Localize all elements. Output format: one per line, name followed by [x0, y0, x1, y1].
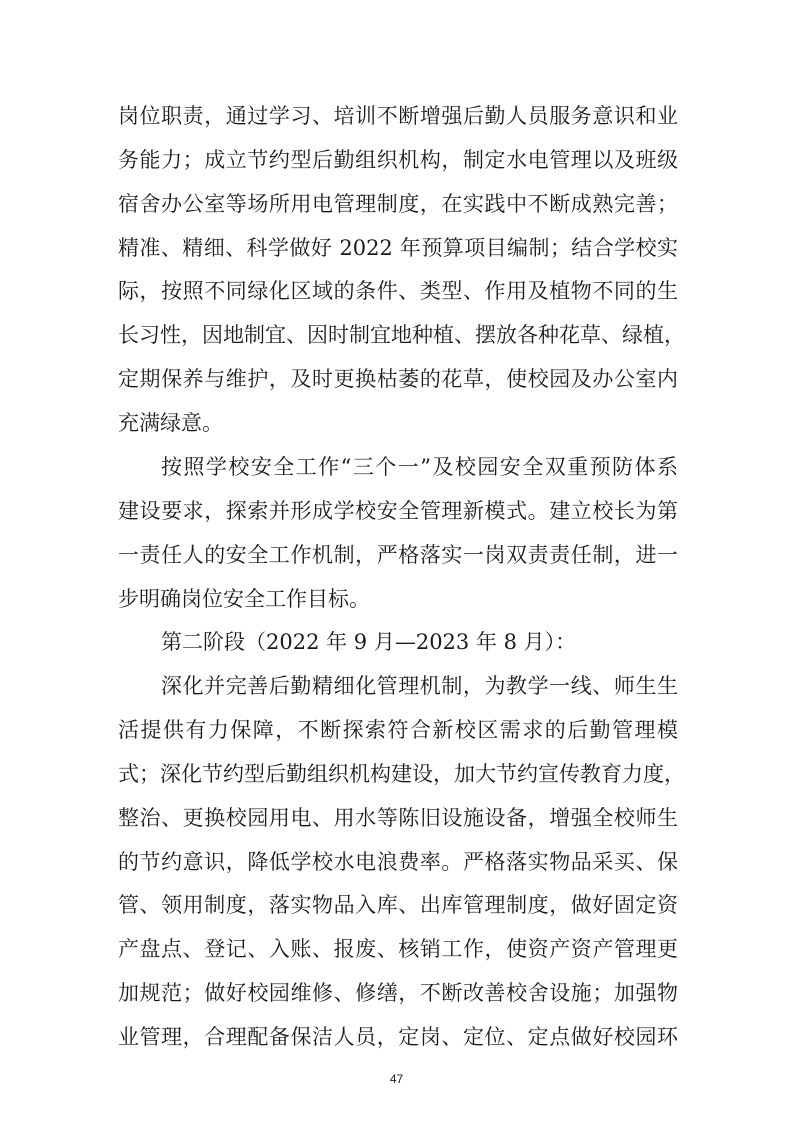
text-line: 一责任人的安全工作机制，严格落实一岗双责责任制，进一 [118, 543, 678, 567]
text-line: 建设要求，探索并形成学校安全管理新模式。建立校长为第 [118, 499, 678, 523]
text-line: 岗位职责，通过学习、培训不断增强后勤人员服务意识和业 [118, 104, 678, 128]
text-line: 整治、更换校园用电、用水等陈旧设施设备，增强全校师生 [118, 806, 678, 830]
paragraph-first-line: 深化并完善后勤精细化管理机制，为教学一线、师生生 [161, 674, 678, 698]
text-line: 活提供有力保障，不断探索符合新校区需求的后勤管理模 [118, 718, 678, 742]
text-line: 务能力；成立节约型后勤组织机构，制定水电管理以及班级 [118, 148, 678, 172]
text-line: 的节约意识，降低学校水电浪费率。严格落实物品采买、保 [118, 850, 678, 874]
text-line: 式；深化节约型后勤组织机构建设，加大节约宣传教育力度， [118, 762, 685, 786]
text-line: 业管理，合理配备保洁人员，定岗、定位、定点做好校园环 [118, 1025, 678, 1049]
text-line: 精准、精细、科学做好 2022 年预算项目编制；结合学校实 [118, 236, 678, 260]
text-line: 长习性，因地制宜、因时制宜地种植、摆放各种花草、绿植， [118, 323, 685, 347]
text-line: 产盘点、登记、入账、报废、核销工作，使资产资产管理更 [118, 937, 678, 961]
paragraph-first-line: 按照学校安全工作“三个一”及校园安全双重预防体系 [161, 455, 678, 479]
section-heading: 第二阶段（2022 年 9 月—2023 年 8 月）： [161, 630, 577, 654]
text-line: 步明确岗位安全工作目标。 [118, 587, 370, 611]
text-line: 加规范；做好校园维修、修缮，不断改善校舍设施；加强物 [118, 981, 678, 1005]
text-line: 际，按照不同绿化区域的条件、类型、作用及植物不同的生 [118, 279, 678, 303]
text-line: 充满绿意。 [118, 411, 223, 435]
text-line: 宿舍办公室等场所用电管理制度，在实践中不断成熟完善； [118, 192, 678, 216]
text-line: 管、领用制度，落实物品入库、出库管理制度，做好固定资 [118, 893, 678, 917]
text-line: 定期保养与维护，及时更换枯萎的花草，使校园及办公室内 [118, 367, 678, 391]
page-number: 47 [389, 1072, 404, 1086]
